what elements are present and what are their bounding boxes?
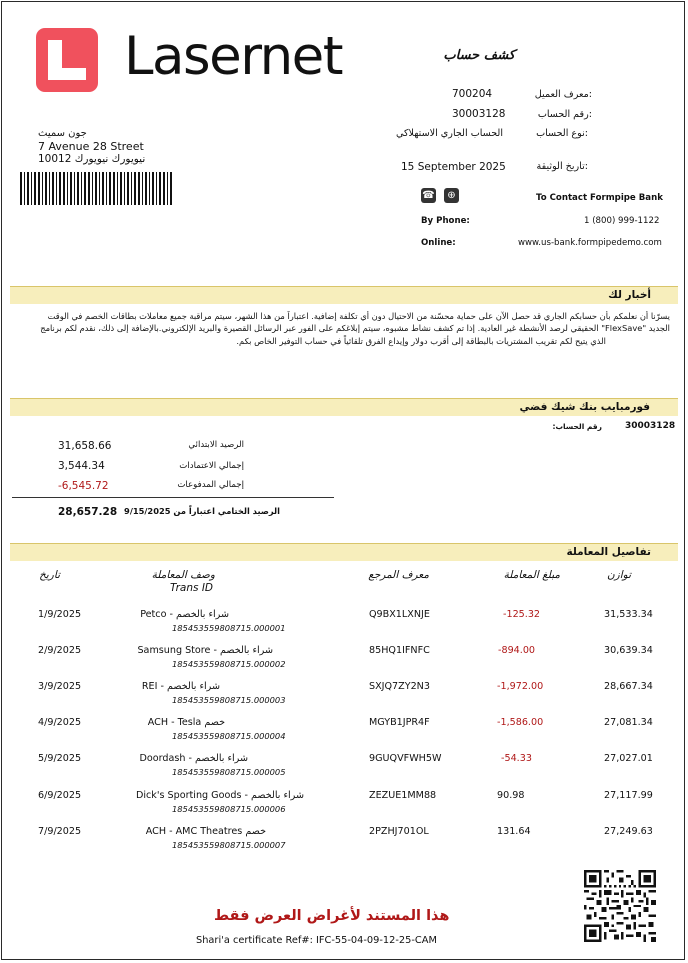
opening-balance-label: الرصيد الابتدائي — [188, 440, 244, 450]
row-amount: -1,586.00 — [497, 717, 544, 728]
total-credits-value: 3,544.34 — [58, 460, 105, 472]
row-description: شراء بالخصم - Petco — [140, 609, 229, 620]
row-date: 2/9/2025 — [38, 645, 82, 656]
phone-number[interactable]: 1 (800) 999-1122 — [584, 216, 660, 226]
row-date: 6/9/2025 — [38, 790, 82, 801]
account-type-value: الحساب الجاري الاستهلاكي — [395, 128, 503, 139]
summary-account-no: 30003128 — [625, 421, 676, 431]
col-header-reference: معرف المرجع — [368, 569, 429, 581]
document-date-value: 15 September 2025 — [401, 161, 506, 173]
news-line-2: الجديد "FlexSave" الحقيقي لرصد الأنشطة غير العادية. إذا تم كشف نشاط مشبوه، سيتم إبلاغكم على الفور عبر الرسائل القصيرة والبريد الإلكتروني.بالإضافة إلى ذلك، نقدم لكم برنامج — [40, 323, 670, 333]
news-title: أخبار لك — [608, 289, 651, 301]
row-trans-id: 185453559808715.000002 — [172, 659, 286, 669]
closing-balance-label: الرصيد الختامي اعتباراً من 9/15/2025 — [124, 506, 280, 516]
row-reference: 85HQ1IFNFC — [369, 645, 430, 656]
col-header-description: وصف المعاملة — [151, 569, 215, 581]
customer-id-label: :معرف العميل — [534, 89, 592, 100]
row-description: خصم ACH - Tesla — [147, 717, 225, 728]
row-balance: 27,249.63 — [604, 826, 653, 837]
statement-title: كشف حساب — [443, 48, 515, 63]
row-date: 5/9/2025 — [38, 753, 82, 764]
row-date: 1/9/2025 — [38, 609, 82, 620]
row-reference: Q9BX1LXNJE — [369, 609, 430, 620]
globe-icon: ⊕ — [444, 188, 459, 203]
row-reference: 9GUQVFWH5W — [369, 753, 442, 764]
customer-id-value: 700204 — [452, 88, 493, 100]
row-amount: -125.32 — [503, 609, 541, 620]
col-header-trans-id: Trans ID — [170, 582, 213, 594]
news-bar — [10, 286, 678, 304]
lasernet-logo-icon — [36, 28, 98, 92]
brand-name: Lasernet — [124, 26, 343, 87]
row-balance: 28,667.34 — [604, 681, 653, 692]
col-header-amount: مبلغ المعاملة — [503, 569, 560, 581]
row-description: شراء بالخصم - Doordash — [139, 753, 248, 764]
recipient-name: جون سميث — [38, 128, 87, 139]
row-trans-id: 185453559808715.000003 — [172, 695, 286, 705]
row-amount: -1,972.00 — [497, 681, 544, 692]
contact-title: To Contact Formpipe Bank — [536, 193, 663, 203]
row-amount: 90.98 — [497, 790, 525, 801]
total-debits-value: -6,545.72 — [58, 480, 109, 492]
row-balance: 27,117.99 — [604, 790, 653, 801]
news-line-3: الذي يتيح لكم تقريب المشتريات بالبطاقة إلى أقرب دولار وإيداع الفرق تلقائياً في حساب التوفير الخاص بكم. — [236, 336, 606, 346]
row-date: 4/9/2025 — [38, 717, 82, 728]
summary-divider — [12, 497, 334, 498]
row-trans-id: 185453559808715.000007 — [172, 840, 286, 850]
summary-title: فورمبايب بنك شيك فضي — [519, 401, 650, 413]
row-amount: -54.33 — [501, 753, 532, 764]
opening-balance-value: 31,658.66 — [58, 440, 112, 452]
row-reference: MGYB1JPR4F — [369, 717, 430, 728]
recipient-street: 7 Avenue 28 Street — [38, 140, 144, 153]
row-description: شراء بالخصم - Dick's Sporting Goods — [135, 790, 304, 801]
row-date: 3/9/2025 — [38, 681, 82, 692]
row-date: 7/9/2025 — [38, 826, 82, 837]
row-description: شراء بالخصم - Samsung Store — [137, 645, 273, 656]
row-trans-id: 185453559808715.000001 — [172, 623, 286, 633]
postal-barcode — [20, 172, 174, 205]
online-label: Online: — [421, 238, 456, 248]
row-balance: 27,027.01 — [604, 753, 653, 764]
certificate-reference: Shari'a certificate Ref#: IFC-55-04-09-12-25-CAM — [196, 935, 437, 946]
row-balance: 30,639.34 — [604, 645, 653, 656]
summary-account-no-label: رقم الحساب: — [552, 422, 602, 431]
row-trans-id: 185453559808715.000005 — [172, 767, 286, 777]
transactions-title: تفاصيل المعاملة — [566, 546, 651, 558]
total-debits-label: إجمالي المدفوعات — [177, 480, 244, 490]
row-reference: SXJQ7ZY2N3 — [369, 681, 430, 692]
phone-icon: ☎ — [422, 190, 435, 201]
row-balance: 27,081.34 — [604, 717, 653, 728]
qr-code-icon — [584, 870, 656, 942]
closing-balance-value: 28,657.28 — [58, 506, 118, 518]
account-no-value: 30003128 — [452, 108, 506, 120]
row-description: خصم ACH - AMC Theatres — [145, 826, 266, 837]
website-link[interactable]: www.us-bank.formpipedemo.com — [518, 238, 662, 248]
row-amount: -894.00 — [498, 645, 536, 656]
col-header-balance: توازن — [606, 569, 631, 581]
account-no-label: :رقم الحساب — [537, 109, 592, 120]
news-line-1: يسرّنا أن نعلمكم بأن حسابكم الجاري قد حصل الآن على حماية محسّنة من الاحتيال دون أي تكلفة إضافية. اعتباراً من هذا الشهر، سيتم مراقبة جميع معاملات بطاقات الخصم في الوقت — [47, 311, 670, 321]
row-description: شراء بالخصم - REI — [141, 681, 220, 692]
demo-notice: هذا المستند لأغراض العرض فقط — [214, 908, 450, 924]
recipient-city: نيويورك نيويورك 10012 — [38, 153, 146, 165]
row-trans-id: 185453559808715.000006 — [172, 804, 286, 814]
row-trans-id: 185453559808715.000004 — [172, 731, 286, 741]
phone-label: By Phone: — [421, 216, 470, 226]
row-reference: 2PZHJ701OL — [369, 826, 429, 837]
row-balance: 31,533.34 — [604, 609, 653, 620]
total-credits-label: إجمالي الاعتمادات — [179, 461, 244, 471]
row-reference: ZEZUE1MM88 — [369, 790, 437, 801]
row-amount: 131.64 — [497, 826, 531, 837]
account-type-label: :نوع الحساب — [536, 128, 588, 139]
document-date-label: :تاريخ الوثيقة — [536, 161, 588, 172]
col-header-date: تاريخ — [39, 569, 60, 581]
